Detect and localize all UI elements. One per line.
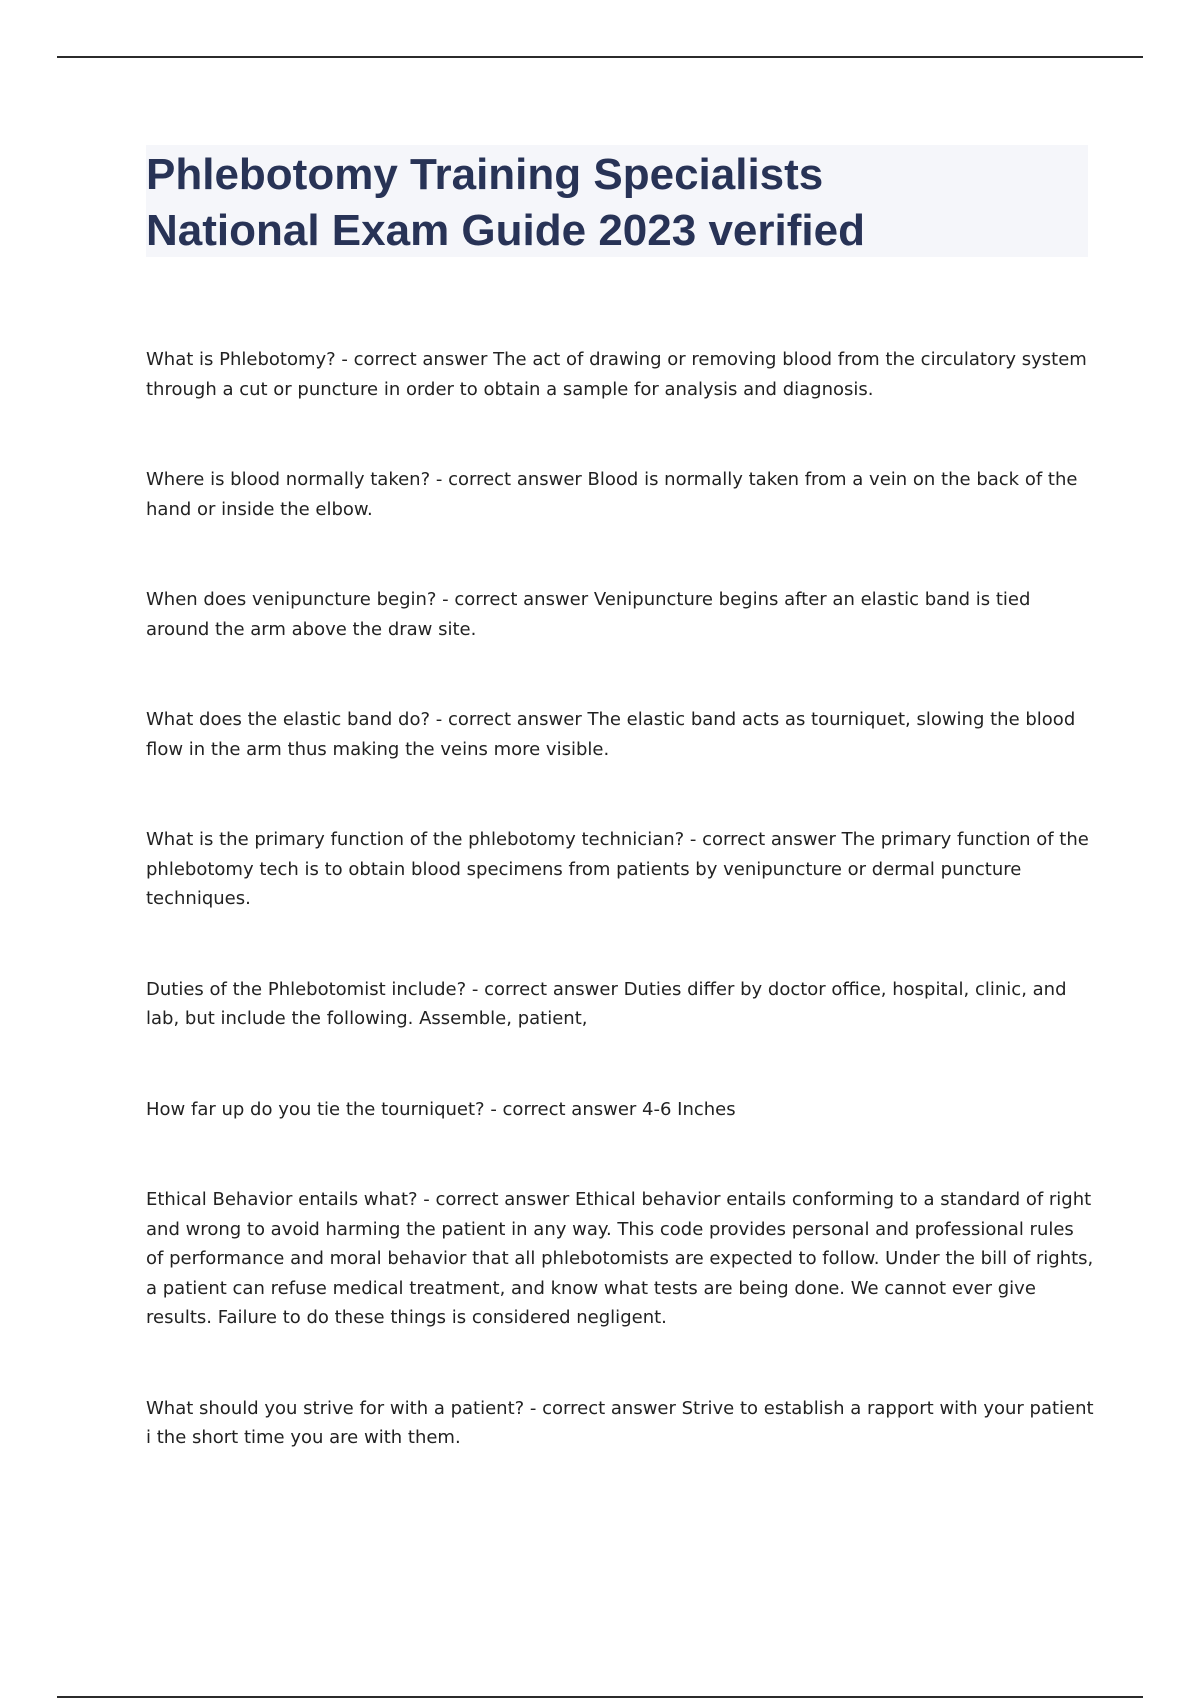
qa-list — [146, 345, 1096, 1514]
qa-item: What is Phlebotomy? - correct answer The act of drawing or removing blood from the circulatory system through a cut or puncture in order to obtain a sample for analysis and diagnosis. — [146, 349, 1087, 400]
qa-item: How far up do you tie the tourniquet? - correct answer 4-6 Inches — [146, 1098, 736, 1120]
qa-item: When does venipuncture begin? - correct answer Venipuncture begins after an elastic band is tied around the arm above the draw site. — [146, 589, 1031, 640]
top-rule — [57, 56, 1143, 58]
document-title — [146, 145, 1088, 257]
qa-item: Where is blood normally taken? - correct answer Blood is normally taken from a vein on the back of the hand or inside the elbow. — [146, 469, 1078, 520]
qa-item: Ethical Behavior entails what? - correct answer Ethical behavior entails conforming to a standard of right and wrong to avoid harming the patient in any way. This code provides personal and professional rules of performance and moral behavior that all phlebotomists are expected to follow. Under the bill of rights, a patient can refuse medical treatment, and know what tests are being done. We cannot ever give results. Failure to do these things is considered negligent. — [146, 1189, 1094, 1328]
qa-item: What should you strive for with a patient? - correct answer Strive to establish a rapport with your patient i the short time you are with them. — [146, 1397, 1094, 1448]
qa-item: What does the elastic band do? - correct answer The elastic band acts as tourniquet, slowing the blood flow in the arm thus making the veins more visible. — [146, 709, 1076, 760]
title-line-2: National Exam Guide 2023 verified — [146, 206, 865, 255]
qa-item: Duties of the Phlebotomist include? - correct answer Duties differ by doctor office, hospital, clinic, and lab, but include the following. Assemble, patient, — [146, 978, 1067, 1029]
bottom-rule — [57, 1696, 1143, 1698]
title-line-1: Phlebotomy Training Specialists — [146, 150, 824, 199]
qa-item: What is the primary function of the phlebotomy technician? - correct answer The primary function of the phlebotomy tech is to obtain blood specimens from patients by venipuncture or dermal puncture techniques. — [146, 829, 1089, 909]
